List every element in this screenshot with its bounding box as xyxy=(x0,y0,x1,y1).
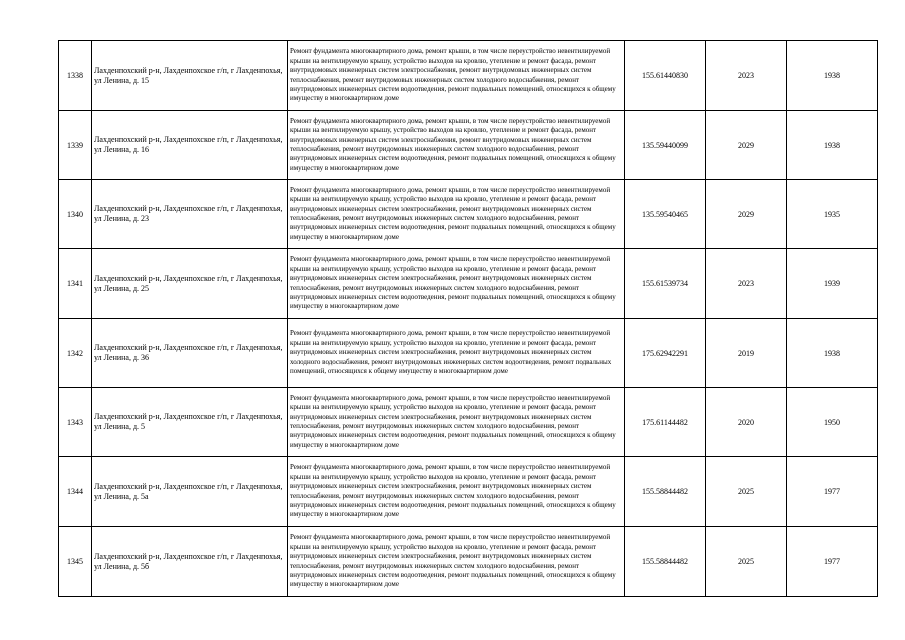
buildings-table xyxy=(58,40,878,597)
table-row xyxy=(59,527,878,597)
repair-year: 2029 xyxy=(706,111,787,180)
area-value: 135.59540465 xyxy=(625,180,706,249)
build-year: 1977 xyxy=(787,527,878,597)
table-row xyxy=(59,111,878,180)
build-year: 1939 xyxy=(787,249,878,319)
repair-works: Ремонт фундамента многоквартирного дома, ремонт крыши, в том числе переустройство невентилируемой крыши на вентилируемую крышу, устройство выходов на кровлю, утепление и ремонт фасада, ремонт внутридомовых инженерных систем электроснабжения, ремонт внутридомовых инженерных систем теплоснабжения, ремонт внутридомовых инженерных систем холодного водоснабжения, ремонт внутридомовых инженерных систем водоотведения, ремонт подвальных помещений, относящихся к общему имуществу в многоквартирном доме xyxy=(288,249,625,319)
row-number: 1343 xyxy=(59,388,92,457)
table-row xyxy=(59,249,878,319)
building-address: Лахденпохский р-н, Лахденпохское г/п, г Лахденпохья, ул Ленина, д. 36 xyxy=(92,319,288,388)
repair-works: Ремонт фундамента многоквартирного дома, ремонт крыши, в том числе переустройство невентилируемой крыши на вентилируемую крышу, устройство выходов на кровлю, утепление и ремонт фасада, ремонт внутридомовых инженерных систем электроснабжения, ремонт внутридомовых инженерных систем холодного водоснабжения, ремонт внутридомовых инженерных систем водоотведения, ремонт подвальных помещений, относящихся к общему имуществу в многоквартирном доме xyxy=(288,319,625,388)
table-row xyxy=(59,319,878,388)
repair-works: Ремонт фундамента многоквартирного дома, ремонт крыши, в том числе переустройство невентилируемой крыши на вентилируемую крышу, устройство выходов на кровлю, утепление и ремонт фасада, ремонт внутридомовых инженерных систем электроснабжения, ремонт внутридомовых инженерных систем теплоснабжения, ремонт внутридомовых инженерных систем холодного водоснабжения, ремонт внутридомовых инженерных систем водоотведения, ремонт подвальных помещений, относящихся к общему имуществу в многоквартирном доме xyxy=(288,111,625,180)
repair-year: 2020 xyxy=(706,388,787,457)
building-address: Лахденпохский р-н, Лахденпохское г/п, г Лахденпохья, ул Ленина, д. 23 xyxy=(92,180,288,249)
building-address: Лахденпохский р-н, Лахденпохское г/п, г Лахденпохья, ул Ленина, д. 5б xyxy=(92,527,288,597)
area-value: 155.58844482 xyxy=(625,457,706,527)
build-year: 1938 xyxy=(787,319,878,388)
building-address: Лахденпохский р-н, Лахденпохское г/п, г Лахденпохья, ул Ленина, д. 25 xyxy=(92,249,288,319)
building-address: Лахденпохский р-н, Лахденпохское г/п, г Лахденпохья, ул Ленина, д. 16 xyxy=(92,111,288,180)
repair-year: 2029 xyxy=(706,180,787,249)
build-year: 1938 xyxy=(787,111,878,180)
row-number: 1345 xyxy=(59,527,92,597)
build-year: 1938 xyxy=(787,41,878,111)
building-address: Лахденпохский р-н, Лахденпохское г/п, г Лахденпохья, ул Ленина, д. 5а xyxy=(92,457,288,527)
repair-works: Ремонт фундамента многоквартирного дома, ремонт крыши, в том числе переустройство невентилируемой крыши на вентилируемую крышу, устройство выходов на кровлю, утепление и ремонт фасада, ремонт внутридомовых инженерных систем электроснабжения, ремонт внутридомовых инженерных систем теплоснабжения, ремонт внутридомовых инженерных систем холодного водоснабжения, ремонт внутридомовых инженерных систем водоотведения, ремонт подвальных помещений, относящихся к общему имуществу в многоквартирном доме xyxy=(288,41,625,111)
repair-works: Ремонт фундамента многоквартирного дома, ремонт крыши, в том числе переустройство невентилируемой крыши на вентилируемую крышу, устройство выходов на кровлю, утепление и ремонт фасада, ремонт внутридомовых инженерных систем электроснабжения, ремонт внутридомовых инженерных систем теплоснабжения, ремонт внутридомовых инженерных систем холодного водоснабжения, ремонт внутридомовых инженерных систем водоотведения, ремонт подвальных помещений, относящихся к общему имуществу в многоквартирном доме xyxy=(288,527,625,597)
repair-works: Ремонт фундамента многоквартирного дома, ремонт крыши, в том числе переустройство невентилируемой крыши на вентилируемую крышу, устройство выходов на кровлю, утепление и ремонт фасада, ремонт внутридомовых инженерных систем электроснабжения, ремонт внутридомовых инженерных систем теплоснабжения, ремонт внутридомовых инженерных систем холодного водоснабжения, ремонт внутридомовых инженерных систем водоотведения, ремонт подвальных помещений, относящихся к общему имуществу в многоквартирном доме xyxy=(288,388,625,457)
area-value: 155.61539734 xyxy=(625,249,706,319)
repair-year: 2023 xyxy=(706,249,787,319)
repair-year: 2025 xyxy=(706,457,787,527)
row-number: 1341 xyxy=(59,249,92,319)
row-number: 1339 xyxy=(59,111,92,180)
area-value: 155.58844482 xyxy=(625,527,706,597)
area-value: 175.62942291 xyxy=(625,319,706,388)
building-address: Лахденпохский р-н, Лахденпохское г/п, г Лахденпохья, ул Ленина, д. 5 xyxy=(92,388,288,457)
repair-year: 2019 xyxy=(706,319,787,388)
repair-works: Ремонт фундамента многоквартирного дома, ремонт крыши, в том числе переустройство невентилируемой крыши на вентилируемую крышу, устройство выходов на кровлю, утепление и ремонт фасада, ремонт внутридомовых инженерных систем электроснабжения, ремонт внутридомовых инженерных систем теплоснабжения, ремонт внутридомовых инженерных систем холодного водоснабжения, ремонт внутридомовых инженерных систем водоотведения, ремонт подвальных помещений, относящихся к общему имуществу в многоквартирном доме xyxy=(288,457,625,527)
row-number: 1344 xyxy=(59,457,92,527)
repair-works: Ремонт фундамента многоквартирного дома, ремонт крыши, в том числе переустройство невентилируемой крыши на вентилируемую крышу, устройство выходов на кровлю, утепление и ремонт фасада, ремонт внутридомовых инженерных систем электроснабжения, ремонт внутридомовых инженерных систем теплоснабжения, ремонт внутридомовых инженерных систем холодного водоснабжения, ремонт внутридомовых инженерных систем водоотведения, ремонт подвальных помещений, относящихся к общему имуществу в многоквартирном доме xyxy=(288,180,625,249)
build-year: 1950 xyxy=(787,388,878,457)
area-value: 155.61440830 xyxy=(625,41,706,111)
build-year: 1977 xyxy=(787,457,878,527)
table-row xyxy=(59,457,878,527)
area-value: 135.59440099 xyxy=(625,111,706,180)
row-number: 1338 xyxy=(59,41,92,111)
building-address: Лахденпохский р-н, Лахденпохское г/п, г Лахденпохья, ул Ленина, д. 15 xyxy=(92,41,288,111)
row-number: 1340 xyxy=(59,180,92,249)
repair-year: 2025 xyxy=(706,527,787,597)
build-year: 1935 xyxy=(787,180,878,249)
table-row xyxy=(59,388,878,457)
area-value: 175.61144482 xyxy=(625,388,706,457)
table-row xyxy=(59,41,878,111)
table-row xyxy=(59,180,878,249)
repair-year: 2023 xyxy=(706,41,787,111)
row-number: 1342 xyxy=(59,319,92,388)
